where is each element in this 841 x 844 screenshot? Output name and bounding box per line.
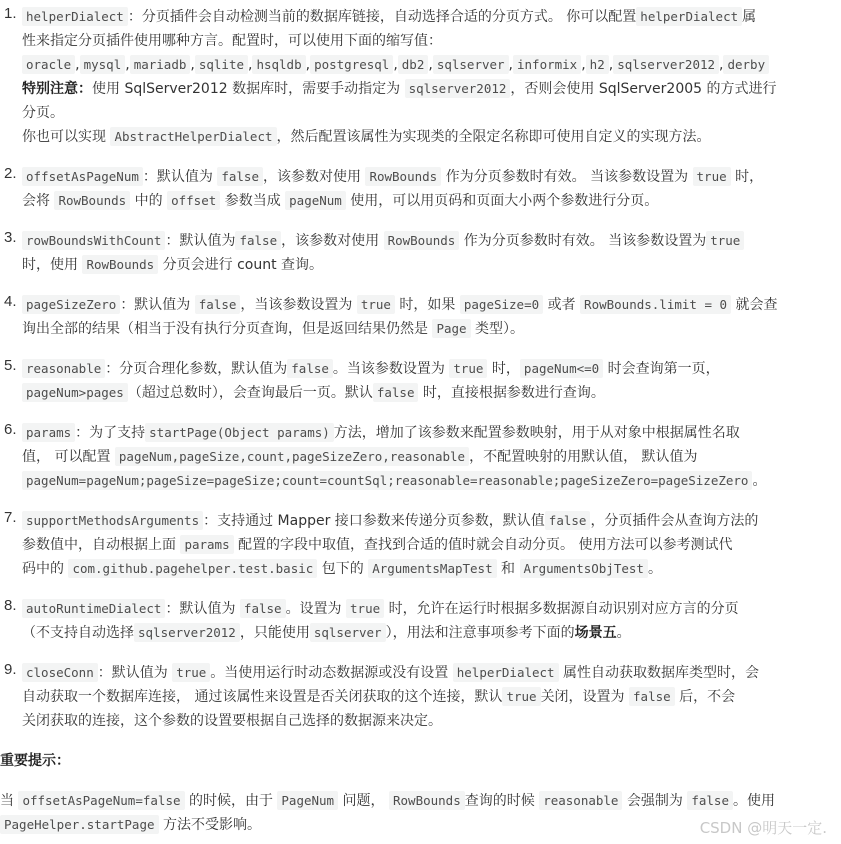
rich-line	[22, 445, 698, 469]
text-run: 和	[496, 561, 520, 577]
text-run: 包下的	[317, 561, 369, 577]
text-run: ,	[581, 57, 586, 73]
text-run: 。设置为	[285, 601, 347, 617]
inline-code: true	[693, 167, 731, 186]
rich-line	[22, 557, 662, 581]
inline-code: true	[502, 687, 540, 706]
inline-code: false	[373, 383, 419, 402]
text-run: 的时候，由于	[184, 793, 278, 809]
inline-code: hsqldb	[252, 55, 305, 74]
text-run: ，只能使用	[239, 625, 310, 641]
text-run: 询出全部的结果（相当于没有执行分页查询，但是返回结果仍然是	[22, 321, 433, 337]
rich-line	[22, 469, 766, 493]
inline-code: supportMethodsArguments	[22, 511, 203, 530]
inline-code: false	[687, 791, 733, 810]
text-run: ），用法和注意事项参考下面的	[385, 625, 575, 641]
text-run: ,	[305, 57, 311, 73]
text-run: 时，使用	[22, 257, 83, 273]
text-run: 作为分页参数时有效。 当该参数设置为	[441, 169, 693, 185]
text-run: ，然后配置该属性为实现类的全限定名称即可使用自定义的实现方法。	[276, 129, 711, 145]
rich-line	[22, 293, 778, 317]
rich-line	[0, 789, 775, 813]
bold-text: 特别注意：	[22, 81, 92, 97]
text-run: ：默认值为	[165, 233, 236, 249]
text-run: 参数值中，自动根据上面	[22, 537, 181, 553]
inline-code: oracle	[22, 55, 75, 74]
text-run: ，该参数对使用	[262, 169, 366, 185]
list-number: 3.	[4, 229, 17, 246]
text-run: ,	[125, 57, 130, 73]
inline-code: informix	[513, 55, 581, 74]
text-run: 或者	[543, 297, 581, 313]
text-run: 时，	[730, 169, 764, 185]
inline-code: pageNum=pageNum;pageSize=pageSize;count=countSql;reasonable=reasonable;pageSizeZero=pageSizeZero	[22, 471, 752, 490]
text-run: 时，直接根据参数进行查询。	[418, 385, 605, 401]
text-run: 方法，增加了该参数来配置参数映射，用于从对象中根据属性名取	[333, 425, 740, 441]
inline-code: reasonable	[539, 791, 622, 810]
text-run: ,	[508, 57, 513, 73]
text-run: 属性自动获取数据库类型时，会	[558, 665, 760, 681]
inline-code: true	[172, 663, 210, 682]
text-run: 码中的	[22, 561, 69, 577]
inline-code: sqlserver2012	[405, 79, 511, 98]
rich-line	[22, 685, 735, 709]
inline-code: startPage(Object params)	[145, 423, 334, 442]
inline-code: ArgumentsObjTest	[520, 559, 648, 578]
inline-code: helperDialect	[453, 663, 559, 682]
text-run: 会将	[22, 193, 55, 209]
text-run: ：分页合理化参数，默认值为	[105, 361, 288, 377]
text-run: ,	[608, 57, 614, 73]
rich-line	[0, 813, 261, 837]
inline-code: helperDialect	[636, 7, 742, 26]
text-run: 就会查	[731, 297, 778, 313]
text-run: 作为分页参数时有效。 当该参数设置为	[459, 233, 707, 249]
inline-code: false	[629, 687, 675, 706]
text-run: 。当使用运行时动态数据源或没有设置	[210, 665, 453, 681]
inline-code: true	[449, 359, 487, 378]
inline-code: true	[346, 599, 384, 618]
text-run: 后，不会	[674, 689, 736, 705]
inline-code: com.github.pagehelper.test.basic	[68, 559, 317, 578]
inline-code: RowBounds.limit = 0	[580, 295, 731, 314]
rich-line	[22, 229, 744, 253]
text-run: 分页会进行 count 查询。	[158, 257, 324, 273]
inline-code: closeConn	[22, 663, 98, 682]
list-number: 5.	[4, 357, 17, 374]
text-run: ,	[75, 57, 80, 73]
list-number: 9.	[4, 661, 17, 678]
text-run: 会强制为	[622, 793, 688, 809]
inline-code: offsetAsPageNum=false	[18, 791, 184, 810]
rich-line	[22, 621, 631, 645]
list-number: 7.	[4, 509, 17, 526]
inline-code: rowBoundsWithCount	[22, 231, 165, 250]
rich-line	[22, 421, 740, 445]
text-run: 配置的字段中取值，查找到合适的值时就会自动分页。 使用方法可以参考测试代	[233, 537, 733, 553]
inline-code: false	[287, 359, 333, 378]
inline-code: offset	[167, 191, 220, 210]
inline-code: pageSize=0	[460, 295, 543, 314]
inline-code: RowBounds	[54, 191, 130, 210]
inline-code: sqlite	[195, 55, 248, 74]
list-number: 6.	[4, 421, 17, 438]
text-run: 性来指定分页插件使用哪种方言。配置时，可以使用下面的缩写值：	[22, 33, 442, 49]
important-heading: 重要提示：	[0, 753, 70, 769]
text-run: 。	[647, 561, 662, 577]
inline-code: PageHelper.startPage	[0, 815, 159, 834]
text-run: 分页。	[22, 105, 64, 121]
inline-code: Page	[432, 319, 470, 338]
rich-line	[22, 509, 758, 533]
inline-code: pageSizeZero	[22, 295, 120, 314]
rich-line	[22, 381, 605, 405]
inline-code: offsetAsPageNum	[22, 167, 143, 186]
text-run: ：默认值为	[120, 297, 195, 313]
text-run: 。使用	[733, 793, 775, 809]
text-run: ，不配置映射的用默认值， 默认值为	[469, 449, 698, 465]
text-run: ，否则会使用 SqlServer2005 的方式进行	[510, 81, 777, 97]
text-run: 。	[616, 625, 631, 641]
csdn-watermark: CSDN @明天一定.	[699, 819, 827, 837]
inline-code: sqlserver	[310, 623, 386, 642]
text-run: ：为了支持	[75, 425, 146, 441]
rich-line	[22, 5, 756, 29]
rich-line	[22, 661, 759, 685]
text-run: 你也可以实现	[22, 129, 111, 145]
list-number: 1.	[4, 5, 17, 22]
inline-code: helperDialect	[22, 7, 128, 26]
inline-code: PageNum	[277, 791, 338, 810]
inline-code: AbstractHelperDialect	[110, 127, 276, 146]
inline-code: pageNum	[285, 191, 346, 210]
text-run: 关闭获取的连接，这个参数的设置要根据自己选择的数据源来决定。	[22, 713, 442, 729]
text-run: 使用 SqlServer2012 数据库时，需要手动指定为	[92, 81, 405, 97]
inline-code: false	[195, 295, 241, 314]
inline-code: true	[357, 295, 395, 314]
text-run: 值， 可以配置	[22, 449, 115, 465]
inline-code: pageNum<=0	[520, 359, 603, 378]
list-number: 2.	[4, 165, 17, 182]
inline-code: false	[240, 599, 286, 618]
list-number: 8.	[4, 597, 17, 614]
text-run: 时，允许在运行时根据多数据源自动识别对应方言的分页	[384, 601, 739, 617]
rich-line	[22, 317, 524, 341]
inline-code: autoRuntimeDialect	[22, 599, 165, 618]
text-run: 查询的时候	[464, 793, 540, 809]
inline-code: h2	[586, 55, 609, 74]
rich-line	[22, 29, 442, 53]
text-run: ，分页插件会从查询方法的	[590, 513, 759, 529]
text-run: ：支持通过 Mapper 接口参数来传递分页参数，默认值	[203, 513, 545, 529]
inline-code: pageNum,pageSize,count,pageSizeZero,reasonable	[115, 447, 469, 466]
text-run: 使用，可以用页码和页面大小两个参数进行分页。	[345, 193, 659, 209]
inline-code: RowBounds	[384, 231, 460, 250]
rich-line	[22, 101, 64, 125]
text-run: ：默认值为	[97, 665, 173, 681]
rich-line	[22, 253, 323, 277]
inline-code: false	[217, 167, 263, 186]
text-run: ,	[393, 57, 398, 73]
inline-code: params	[22, 423, 75, 442]
inline-code: sqlserver2012	[134, 623, 240, 642]
text-run: ：默认值为	[142, 169, 218, 185]
inline-code: false	[545, 511, 591, 530]
rich-line	[22, 125, 711, 149]
inline-code: true	[706, 231, 744, 250]
list-number: 4.	[4, 293, 17, 310]
text-run: 时会查询第一页，	[603, 361, 720, 377]
text-run: ，当该参数设置为	[240, 297, 357, 313]
inline-code: derby	[723, 55, 769, 74]
rich-line	[22, 53, 769, 77]
rich-line	[22, 357, 720, 381]
inline-code: mysql	[80, 55, 126, 74]
text-run: 自动获取一个数据库连接， 通过该属性来设置是否关闭获取的这个连接，默认	[22, 689, 503, 705]
text-run: 属	[742, 9, 757, 25]
text-run: 关闭，设置为	[540, 689, 630, 705]
rich-line	[22, 189, 658, 213]
text-run: ,	[719, 57, 724, 73]
inline-code: false	[235, 231, 281, 250]
text-run: 。	[752, 473, 767, 489]
inline-code: ArgumentsMapTest	[368, 559, 496, 578]
rich-line	[22, 597, 739, 621]
inline-code: reasonable	[22, 359, 105, 378]
text-run: （不支持自动选择	[22, 625, 134, 641]
rich-line	[22, 165, 763, 189]
text-run: （超过总数时），会查询最后一页。默认	[127, 385, 373, 401]
rich-line	[22, 533, 733, 557]
bold-text: 场景五	[574, 625, 617, 641]
inline-code: pageNum>pages	[22, 383, 128, 402]
inline-code: sqlserver2012	[613, 55, 719, 74]
text-run: ,	[428, 57, 433, 73]
text-run: 问题，	[338, 793, 389, 809]
text-run: 方法不受影响。	[158, 817, 261, 833]
text-run: ：默认值为	[165, 601, 240, 617]
text-run: ，该参数对使用	[281, 233, 384, 249]
text-run: 当	[0, 793, 19, 809]
inline-code: mariadb	[130, 55, 191, 74]
text-run: 时，如果	[394, 297, 460, 313]
text-run: 类型）。	[470, 321, 525, 337]
rich-line	[22, 77, 777, 101]
inline-code: params	[180, 535, 233, 554]
inline-code: db2	[398, 55, 429, 74]
text-run: ,	[248, 57, 253, 73]
text-run: 中的	[130, 193, 168, 209]
rich-line	[22, 709, 442, 733]
inline-code: postgresql	[310, 55, 393, 74]
text-run: ,	[190, 57, 195, 73]
inline-code: RowBounds	[365, 167, 441, 186]
inline-code: RowBounds	[389, 791, 465, 810]
text-run: ：分页插件会自动检测当前的数据库链接，自动选择合适的分页方式。 你可以配置	[127, 9, 637, 25]
text-run: 。当该参数设置为	[332, 361, 450, 377]
inline-code: RowBounds	[82, 255, 158, 274]
inline-code: sqlserver	[433, 55, 509, 74]
text-run: 参数当成	[220, 193, 286, 209]
text-run: 时，	[487, 361, 520, 377]
